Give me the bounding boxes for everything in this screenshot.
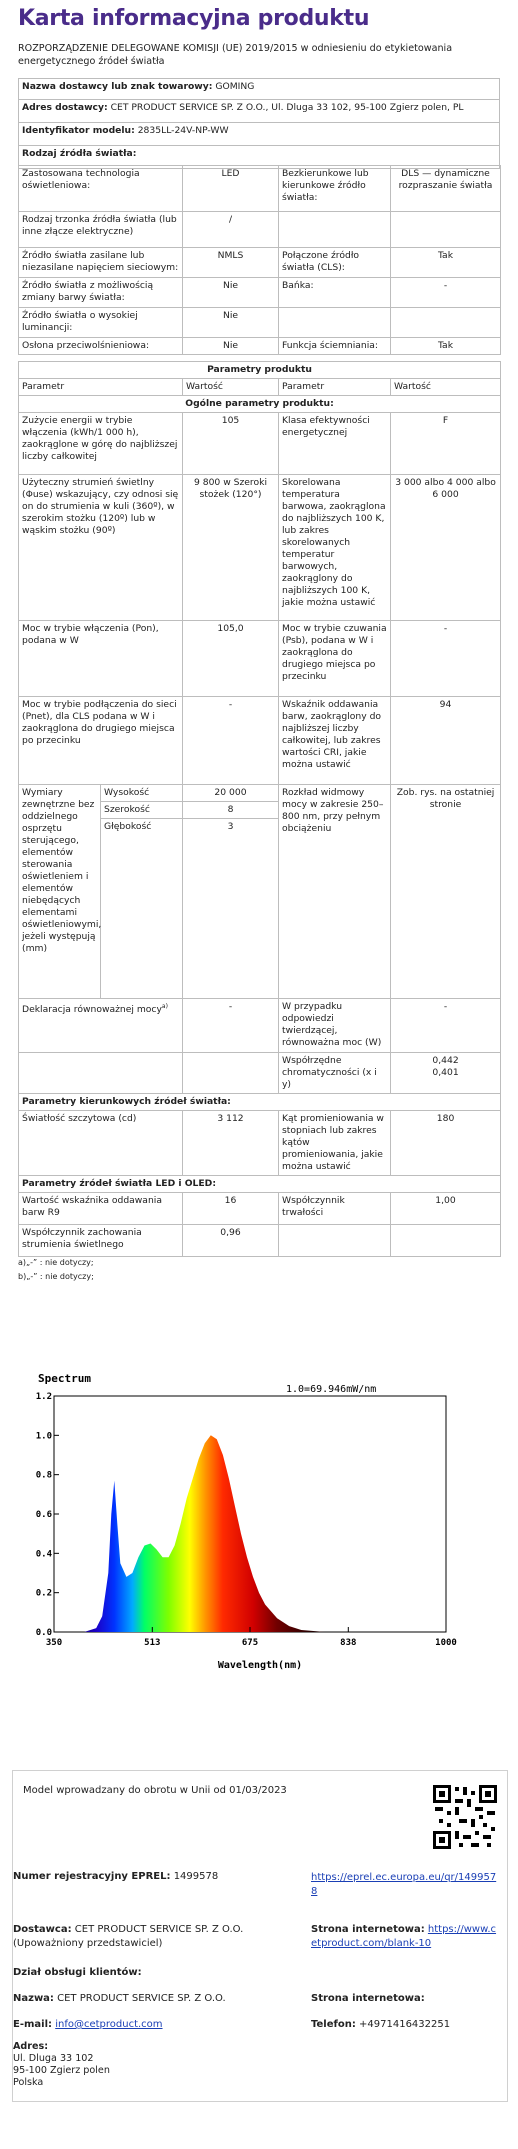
cell-anti-glare-label: Osłona przeciwolśnieniowa: — [19, 338, 183, 355]
cell-cap-label: Rodzaj trzonka źródła światła (lub inne złącze elektryczne) — [19, 212, 183, 248]
market-intro: Model wprowadzany do obrotu w Unii od 01/03/2023 — [23, 1785, 287, 1796]
column-header-param: Parametr — [19, 379, 183, 396]
y-tick-label: 0.8 — [36, 1470, 52, 1481]
support-phone — [311, 2019, 450, 2030]
cell-peak-intensity-value: 3 112 — [183, 1111, 279, 1176]
address-line: Polska — [13, 2077, 44, 2088]
table-row — [19, 278, 501, 308]
cell-standby-power-value: - — [391, 621, 501, 697]
supplier-address-label: Adres dostawcy: — [22, 102, 108, 113]
cell-cri-label: Wskaźnik oddawania barw, zaokrąglony do najbliższej liczby całkowitej, lub zakres wartości CRI, jakie można ustawić — [279, 697, 391, 785]
footnote-b: b)„-” : nie dotyczy; — [18, 1272, 94, 1281]
eprel-value: 1499578 — [173, 1871, 219, 1882]
website-label: Strona internetowa: — [311, 1924, 425, 1935]
cell-dimmable-label: Funkcja ściemniania: — [279, 338, 391, 355]
x-tick-label: 1000 — [435, 1638, 457, 1648]
cell-high-luminance-value: Nie — [183, 308, 279, 338]
cell-mains-value: NMLS — [183, 248, 279, 278]
spectrum-svg — [36, 1370, 466, 1670]
cell-cct-label: Skorelowana temperatura barwowa, zaokrąglona do najbliższych 100 K, lub zakres skorelowanych temperatur barwowych, zaokrąglony do najbliższych 100 K, jakie można ustawić — [279, 475, 391, 621]
cell-height-label: Wysokość — [101, 785, 183, 802]
cell-directional-value: DLS — dynamiczne rozpraszanie światła — [391, 166, 501, 212]
y-tick-label: 0.4 — [36, 1549, 52, 1560]
cell-anti-glare-value: Nie — [183, 338, 279, 355]
column-header-param: Parametr — [279, 379, 391, 396]
cell-width-value: 8 — [183, 802, 279, 819]
cell-chromaticity-value: 0,442 0,401 — [391, 1053, 501, 1094]
cell-equivalent-power-value: - — [183, 999, 279, 1053]
cell-empty — [183, 1053, 279, 1094]
cell-energy-value: 105 — [183, 413, 279, 475]
cell-luminous-flux-value: 9 800 w Szeroki stożek (120°) — [183, 475, 279, 621]
column-header-value: Wartość — [391, 379, 501, 396]
cell-colour-tunable-label: Źródło światła z możliwością zmiany barwy światła: — [19, 278, 183, 308]
y-tick-label: 0.0 — [36, 1628, 52, 1638]
cell-cap-value: / — [183, 212, 279, 248]
table-row — [19, 621, 501, 697]
support-website-label: Strona internetowa: — [311, 1993, 425, 2004]
address-label: Adres: — [13, 2041, 49, 2052]
cell-lumen-maintenance-value: 0,96 — [183, 1225, 279, 1257]
eprel-footer — [12, 1770, 508, 2102]
cell-efficiency-class-label: Klasa efektywności energetycznej — [279, 413, 391, 475]
cell-beam-angle-value: 180 — [391, 1111, 501, 1176]
table-row — [19, 308, 501, 338]
equivalent-power-text: Deklaracja równoważnej mocy — [22, 1004, 162, 1016]
cell-luminous-flux-label: Użyteczny strumień świetlny (Φuse) wskazujący, czy odnosi się on do strumienia w kuli (360º), w szerokim stożku (120º) lub w wąskim stożku (90º) — [19, 475, 183, 621]
support-name — [13, 1993, 226, 2004]
table-row — [19, 697, 501, 785]
x-tick-label: 675 — [241, 1638, 259, 1648]
cell-on-mode-power-value: 105,0 — [183, 621, 279, 697]
table-row — [19, 1225, 501, 1257]
qr-code-icon — [431, 1783, 499, 1851]
cell-survival-factor-value: 1,00 — [391, 1193, 501, 1225]
cell-cls-label: Połączone źródło światła (CLS): — [279, 248, 391, 278]
phone-value: +4971416432251 — [359, 2019, 451, 2030]
support-name-value: CET PRODUCT SERVICE SP. Z O.O. — [57, 1993, 226, 2004]
cell-cri-value: 94 — [391, 697, 501, 785]
table-row — [19, 413, 501, 475]
column-header-value: Wartość — [183, 379, 279, 396]
y-tick-label: 1.0 — [36, 1431, 52, 1442]
x-tick-label: 513 — [144, 1638, 161, 1648]
chart-annotation: 1.0=69.946mW/nm — [286, 1384, 377, 1395]
supplier-table — [18, 78, 500, 169]
source-type-label: Rodzaj źródła światła: — [19, 146, 500, 169]
cell-empty — [279, 1225, 391, 1257]
cell-empty — [391, 212, 501, 248]
led-parameters-title: Parametry źródeł światła LED i OLED: — [19, 1176, 501, 1193]
y-tick-label: 0.6 — [36, 1510, 52, 1520]
eprel-number — [13, 1871, 223, 1882]
cell-width-label: Szerokość — [101, 802, 183, 819]
x-tick-label: 838 — [340, 1638, 357, 1648]
cell-technology-value: LED — [183, 166, 279, 212]
supplier-name-label: Nazwa dostawcy lub znak towarowy: — [22, 81, 213, 92]
cell-equivalent-watts-value: - — [391, 999, 501, 1053]
supplier-info — [13, 1923, 295, 1951]
qr-code — [431, 1783, 499, 1851]
cell-r9-label: Wartość wskaźnika oddawania barw R9 — [19, 1193, 183, 1225]
general-parameters-title: Ogólne parametry produktu: — [19, 396, 501, 413]
cell-technology-label: Zastosowana technologia oświetleniowa: — [19, 166, 183, 212]
website-link[interactable]: https://www.cetproduct.com/blank-10 — [311, 1924, 497, 1949]
cell-energy-label: Zużycie energii w trybie włączenia (kWh/1 000 h), zaokrąglone w górę do najbliższej liczby całkowitej — [19, 413, 183, 475]
footer-supplier-value: CET PRODUCT SERVICE SP. Z O.O. (Upoważniony przedstawiciel) — [13, 1924, 244, 1949]
cell-empty — [279, 212, 391, 248]
cell-depth-value: 3 — [183, 819, 279, 999]
x-axis-label: Wavelength(nm) — [217, 1660, 303, 1670]
cell-height-value: 20 000 — [183, 785, 279, 802]
cell-network-power-value: - — [183, 697, 279, 785]
cell-cls-value: Tak — [391, 248, 501, 278]
cell-cct-value: 3 000 albo 4 000 albo 6 000 — [391, 475, 501, 621]
spectrum-chart — [36, 1370, 466, 1670]
cell-efficiency-class-value: F — [391, 413, 501, 475]
page-title: Karta informacyjna produktu — [18, 6, 370, 31]
table-row — [19, 1053, 501, 1094]
supplier-address-row — [19, 100, 500, 123]
parameters-table — [18, 361, 501, 1257]
supplier-name-value: GOMING — [215, 81, 255, 92]
address-line: 95-100 Zgierz polen — [13, 2065, 110, 2076]
supplier-name-row — [19, 79, 500, 100]
regulation-subtitle: ROZPORZĄDZENIE DELEGOWANE KOMISJI (UE) 2019/2015 w odniesieniu do etykietowania energetycznego źródeł światła — [18, 43, 453, 67]
cell-empty — [279, 308, 391, 338]
cell-equivalent-watts-label: W przypadku odpowiedzi twierdzącej, równoważna moc (W) — [279, 999, 391, 1053]
eprel-link[interactable]: https://eprel.ec.europa.eu/qr/1499578 — [311, 1872, 497, 1897]
support-address — [13, 2041, 110, 2089]
table-row — [19, 338, 501, 355]
table-row — [19, 212, 501, 248]
footnote-a: a)„-” : nie dotyczy; — [18, 1258, 94, 1267]
model-value: 2835LL-24V-NP-WW — [137, 125, 229, 136]
cell-spectral-value: Zob. rys. na ostatniej stronie — [391, 785, 501, 999]
table-row — [19, 166, 501, 212]
cell-empty — [391, 308, 501, 338]
cell-standby-power-label: Moc w trybie czuwania (Psb), podana w W i zaokrąglona do drugiego miejsca po przecinku — [279, 621, 391, 697]
directional-parameters-title: Parametry kierunkowych źródeł światła: — [19, 1094, 501, 1111]
parameters-section-title: Parametry produktu — [19, 362, 501, 379]
support-title: Dział obsługi klientów: — [13, 1967, 142, 1978]
cell-mains-label: Źródło światła zasilane lub niezasilane napięciem sieciowym: — [19, 248, 183, 278]
cell-survival-factor-label: Współczynnik trwałości — [279, 1193, 391, 1225]
cell-colour-tunable-value: Nie — [183, 278, 279, 308]
table-row — [19, 475, 501, 621]
cell-envelope-label: Bańka: — [279, 278, 391, 308]
table-row — [19, 1193, 501, 1225]
general-table — [18, 165, 501, 355]
eprel-label: Numer rejestracyjny EPREL: — [13, 1871, 171, 1882]
address-line: Ul. Dluga 33 102 — [13, 2053, 94, 2064]
y-tick-label: 1.2 — [36, 1392, 52, 1402]
cell-r9-value: 16 — [183, 1193, 279, 1225]
cell-lumen-maintenance-label: Współczynnik zachowania strumienia świetlnego — [19, 1225, 183, 1257]
email-label: E-mail: — [13, 2019, 53, 2030]
cell-empty — [19, 1053, 183, 1094]
spectrum-area — [54, 1435, 446, 1632]
website-info — [311, 1923, 501, 1951]
table-row — [19, 1111, 501, 1176]
cell-empty — [391, 1225, 501, 1257]
dimensions-row — [19, 785, 501, 802]
footnotes — [18, 1256, 94, 1284]
chart-plot-area — [36, 1392, 457, 1648]
table-row — [19, 999, 501, 1053]
supplier-address-value: CET PRODUCT SERVICE SP. Z O.O., Ul. Dluga 33 102, 95-100 Zgierz polen, PL — [110, 102, 464, 113]
cell-on-mode-power-label: Moc w trybie włączenia (Pon), podana w W — [19, 621, 183, 697]
cell-high-luminance-label: Źródło światła o wysokiej luminancji: — [19, 308, 183, 338]
cell-depth-label: Głębokość — [101, 819, 183, 999]
support-name-label: Nazwa: — [13, 1993, 54, 2004]
chart-title: Spectrum — [38, 1372, 91, 1385]
cell-network-power-label: Moc w trybie podłączenia do sieci (Pnet), dla CLS podana w W i zaokrąglona do drugiego miejsca po przecinku — [19, 697, 183, 785]
email-link[interactable]: info@cetproduct.com — [55, 2019, 163, 2030]
cell-chromaticity-label: Współrzędne chromatyczności (x i y) — [279, 1053, 391, 1094]
cell-dimmable-value: Tak — [391, 338, 501, 355]
cell-equivalent-power-label: Deklaracja równoważnej mocy$^{a)}$ — [19, 999, 183, 1053]
support-email — [13, 2019, 163, 2030]
cell-directional-label: Bezkierunkowe lub kierunkowe źródło światła: — [279, 166, 391, 212]
model-label: Identyfikator modelu: — [22, 125, 135, 136]
y-tick-label: 0.2 — [36, 1588, 52, 1599]
model-row — [19, 123, 500, 146]
cell-peak-intensity-label: Światłość szczytowa (cd) — [19, 1111, 183, 1176]
footer-supplier-label: Dostawca: — [13, 1924, 72, 1935]
cell-beam-angle-label: Kąt promieniowania w stopniach lub zakres kątów promieniowania, jakie można ustawić — [279, 1111, 391, 1176]
parameters-header-row — [19, 379, 501, 396]
cell-spectral-label: Rozkład widmowy mocy w zakresie 250–800 nm, przy pełnym obciążeniu — [279, 785, 391, 999]
table-row — [19, 248, 501, 278]
phone-label: Telefon: — [311, 2019, 356, 2030]
x-tick-label: 350 — [45, 1638, 63, 1648]
cell-envelope-value: - — [391, 278, 501, 308]
cell-dimensions-label: Wymiary zewnętrzne bez oddzielnego osprzętu sterującego, elementów sterowania oświetleniem i elementów niebędących elementami oświetleniowymi, jeżeli występują (mm) — [19, 785, 101, 999]
